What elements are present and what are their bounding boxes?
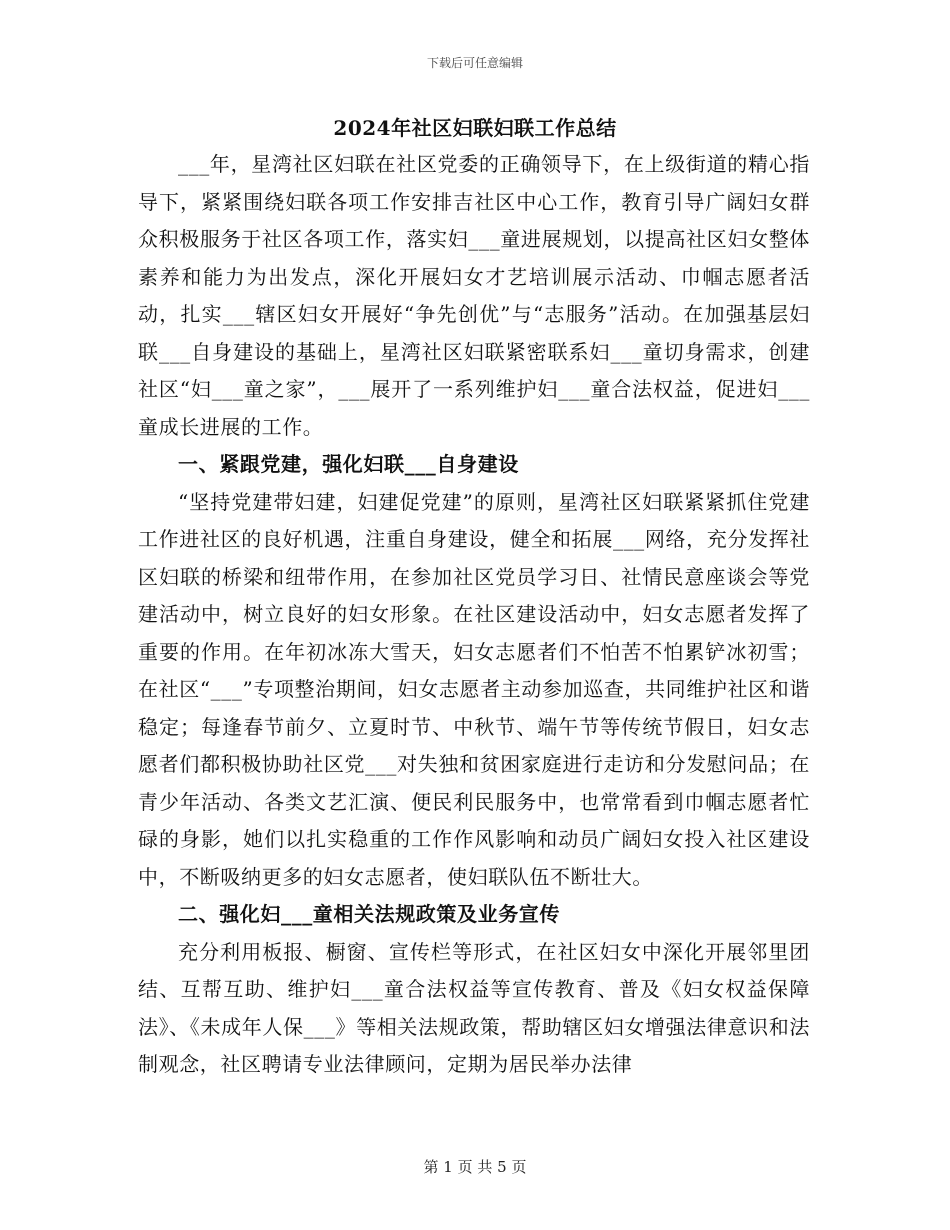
section-2-heading: 二、强化妇___童相关法规政策及业务宣传 bbox=[178, 902, 560, 926]
section-1-heading: 一、紧跟党建，强化妇联___自身建设 bbox=[178, 452, 519, 476]
document-body bbox=[138, 146, 810, 1084]
section-2-paragraph: 充分利用板报、橱窗、宣传栏等形式，在社区妇女中深化开展邻里团结、互帮互助、维护妇___童合法权益等宣传教育、普及《妇女权益保障法》、《未成年人保___》等相关法规政策，帮助辖区妇女增强法律意识和法制观念，社区聘请专业法律顾问，定期为居民举办法律 bbox=[138, 939, 810, 1076]
intro-paragraph: ___年，星湾社区妇联在社区党委的正确领导下，在上级街道的精心指导下，紧紧围绕妇联各项工作安排吉社区中心工作，教育引导广阔妇女群众积极服务于社区各项工作，落实妇___童进展规划，以提高社区妇女整体素养和能力为出发点，深化开展妇女才艺培训展示活动、巾帼志愿者活动，扎实___辖区妇女开展好“争先创优”与“志服务”活动。在加强基层妇联___自身建设的基础上，星湾社区妇联紧密联系妇___童切身需求，创建社区“妇___童之家”，___展开了一系列维护妇___童合法权益，促进妇___童成长进展的工作。 bbox=[138, 152, 810, 439]
document-title: 2024年社区妇联妇联工作总结 bbox=[333, 116, 617, 140]
section-1-paragraph: “坚持党建带妇建，妇建促党建”的原则，星湾社区妇联紧紧抓住党建工作进社区的良好机遇，注重自身建设，健全和拓展___网络，充分发挥社区妇联的桥梁和纽带作用，在参加社区党员学习日、社情民意座谈会等党建活动中，树立良好的妇女形象。在社区建设活动中，妇女志愿者发挥了重要的作用。在年初冰冻大雪天，妇女志愿者们不怕苦不怕累铲冰初雪；在社区“___”专项整治期间，妇女志愿者主动参加巡查，共同维护社区和谐稳定；每逢春节前夕、立夏时节、中秋节、端午节等传统节假日，妇女志愿者们都积极协助社区党___对失独和贫困家庭进行走访和分发慰问品；在青少年活动、各类文艺汇演、便民利民服务中，也常常看到巾帼志愿者忙碌的身影，她们以扎实稳重的工作作风影响和动员广阔妇女投入社区建设中，不断吸纳更多的妇女志愿者，使妇联队伍不断壮大。 bbox=[138, 489, 810, 889]
page-number-footer: 第 1 页 共 5 页 bbox=[423, 1158, 527, 1176]
page-header-note: 下载后可任意编辑 bbox=[426, 56, 523, 70]
